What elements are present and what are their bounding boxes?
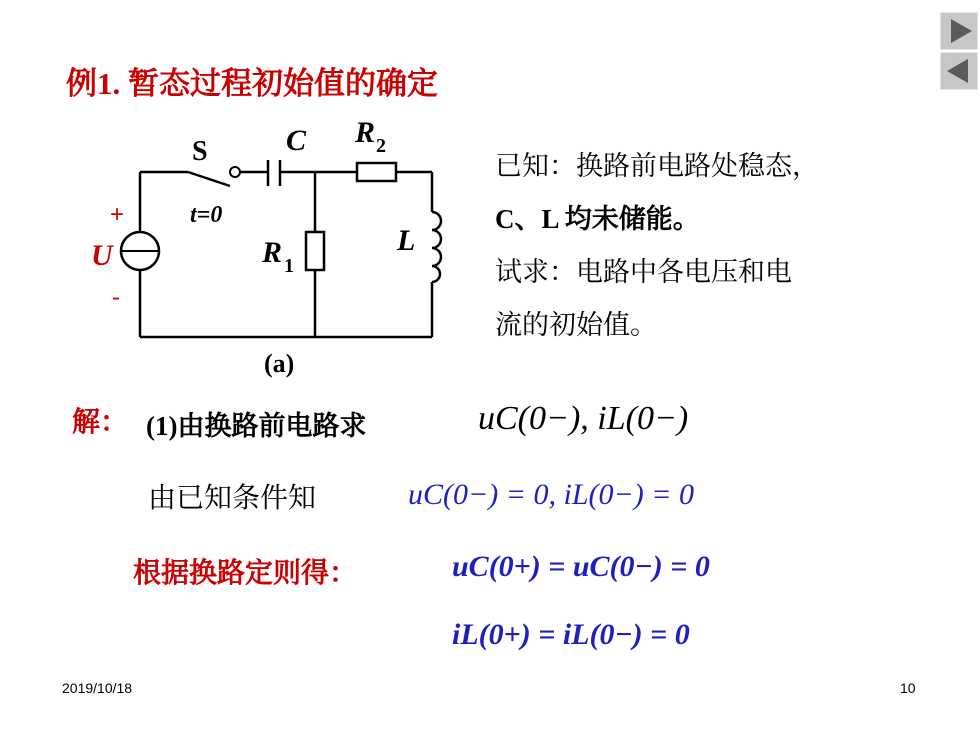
r1-label: R bbox=[262, 236, 283, 269]
known-conditions bbox=[495, 140, 965, 352]
known-line-2: C、L 均未储能。 bbox=[495, 204, 700, 234]
page-number: 10 bbox=[900, 680, 916, 696]
from-known-math: uC(0−) = 0, iL(0−) = 0 bbox=[408, 478, 694, 511]
solution-label: 解： bbox=[72, 407, 129, 438]
triangle-right-icon bbox=[941, 13, 977, 49]
triangle-left-icon bbox=[941, 53, 977, 89]
source-label: U bbox=[91, 239, 113, 272]
plus-sign: + bbox=[110, 201, 125, 228]
footer-date: 2019/10/18 bbox=[62, 680, 133, 696]
rule-math-2: iL(0+) = iL(0−) = 0 bbox=[452, 618, 690, 651]
rule-text: 根据换路定则得： bbox=[133, 558, 358, 589]
known-line-1: 已知：换路前电路处稳态， bbox=[495, 151, 819, 181]
capacitor-label: C bbox=[286, 124, 307, 157]
prev-slide-button[interactable] bbox=[940, 52, 978, 90]
r2-subscript: 2 bbox=[376, 135, 386, 157]
circuit-diagram bbox=[0, 0, 480, 400]
slide-title: 例1. 暂态过程初始值的确定 bbox=[66, 66, 438, 101]
inductor-label: L bbox=[397, 224, 416, 257]
switch-label: S bbox=[192, 136, 208, 167]
known-line-4: 流的初始值。 bbox=[495, 310, 657, 340]
switch-time-label: t=0 bbox=[190, 202, 223, 228]
from-known-text: 由已知条件知 bbox=[148, 483, 317, 514]
step1-math: uC(0−), iL(0−) bbox=[478, 400, 689, 437]
r1-subscript: 1 bbox=[284, 255, 294, 277]
step1-text: (1)由换路前电路求 bbox=[146, 411, 367, 441]
circuit-caption: (a) bbox=[264, 349, 295, 378]
r2-label: R bbox=[355, 116, 376, 149]
minus-sign: - bbox=[112, 284, 120, 311]
next-slide-button[interactable] bbox=[940, 12, 978, 50]
known-line-3: 试求：电路中各电压和电 bbox=[495, 257, 792, 287]
rule-math-1: uC(0+) = uC(0−) = 0 bbox=[452, 550, 710, 583]
